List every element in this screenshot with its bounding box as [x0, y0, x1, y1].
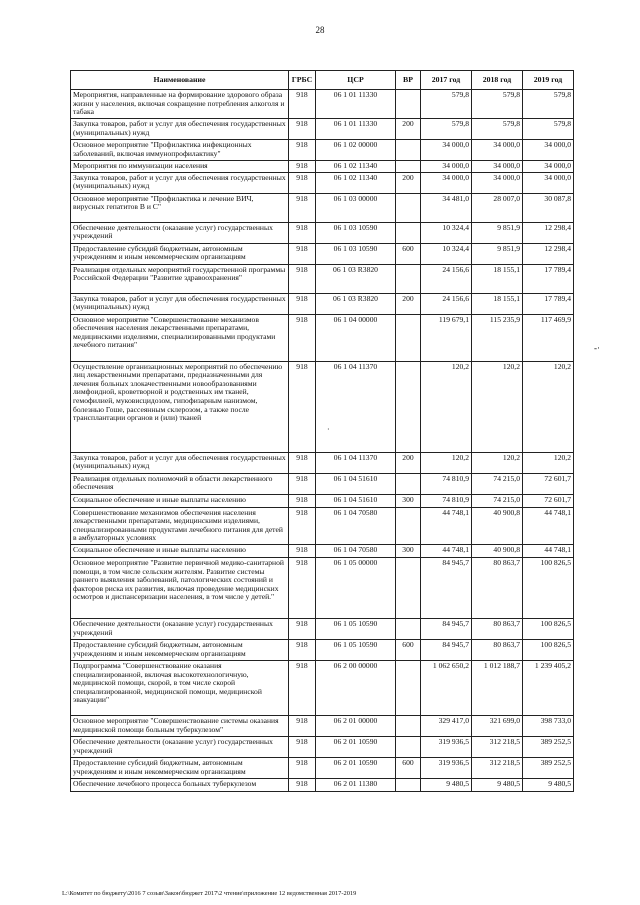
cell-y2019: 34 000,0 — [523, 172, 574, 193]
cell-y2017: 24 156,6 — [421, 264, 472, 293]
cell-name: Обеспечение деятельности (оказание услуг) государственных учреждений — [71, 618, 289, 639]
cell-y2017: 84 945,7 — [421, 639, 472, 660]
cell-vr: 600 — [396, 757, 421, 778]
cell-vr: 300 — [396, 494, 421, 507]
cell-y2017: 34 481,0 — [421, 193, 472, 222]
cell-name: Социальное обеспечение и иные выплаты населению — [71, 544, 289, 557]
table-row — [71, 473, 574, 494]
cell-y2019: 12 298,4 — [523, 243, 574, 264]
cell-y2019: 389 252,5 — [523, 736, 574, 757]
cell-y2017: 34 000,0 — [421, 172, 472, 193]
cell-y2018: 312 218,5 — [472, 757, 523, 778]
cell-grbs: 918 — [289, 140, 316, 161]
cell-name: Социальное обеспечение и иные выплаты населению — [71, 494, 289, 507]
cell-y2018: 40 900,8 — [472, 544, 523, 557]
cell-y2019: 12 298,4 — [523, 222, 574, 243]
cell-csr: 06 1 03 R3820 — [316, 293, 396, 314]
cell-y2018: 9 480,5 — [472, 778, 523, 791]
cell-name: Реализация отдельных полномочий в области лекарственного обеспечения — [71, 473, 289, 494]
cell-y2018: 9 851,9 — [472, 222, 523, 243]
cell-y2017: 84 945,7 — [421, 557, 472, 618]
cell-csr: 06 1 04 51610 — [316, 473, 396, 494]
cell-csr: 06 1 04 70580 — [316, 544, 396, 557]
cell-grbs: 918 — [289, 264, 316, 293]
cell-vr — [396, 361, 421, 452]
cell-grbs: 918 — [289, 736, 316, 757]
cell-vr: 200 — [396, 119, 421, 140]
cell-csr: 06 1 04 70580 — [316, 507, 396, 544]
cell-y2019: 72 601,7 — [523, 494, 574, 507]
cell-y2019: 17 789,4 — [523, 293, 574, 314]
cell-vr — [396, 473, 421, 494]
cell-grbs: 918 — [289, 660, 316, 715]
cell-y2017: 34 000,0 — [421, 161, 472, 173]
cell-name: Предоставление субсидий бюджетным, автономным учреждениям и иным некоммерческим организациям — [71, 639, 289, 660]
cell-csr: 06 1 03 00000 — [316, 193, 396, 222]
cell-y2017: 329 417,0 — [421, 715, 472, 736]
cell-vr: 600 — [396, 243, 421, 264]
cell-grbs: 918 — [289, 452, 316, 473]
table-row — [71, 660, 574, 715]
cell-csr: 06 2 01 00000 — [316, 715, 396, 736]
cell-vr — [396, 736, 421, 757]
cell-y2018: 9 851,9 — [472, 243, 523, 264]
cell-y2019: 117 469,9 — [523, 314, 574, 361]
cell-y2018: 74 215,0 — [472, 473, 523, 494]
table-row — [71, 736, 574, 757]
cell-name: Предоставление субсидий бюджетным, автономным учреждениям и иным некоммерческим организациям — [71, 243, 289, 264]
cell-name: Закупка товаров, работ и услуг для обеспечения государственных (муниципальных) нужд — [71, 452, 289, 473]
cell-y2018: 80 863,7 — [472, 618, 523, 639]
cell-y2018: 1 012 188,7 — [472, 660, 523, 715]
cell-y2018: 312 218,5 — [472, 736, 523, 757]
cell-csr: 06 1 05 10590 — [316, 618, 396, 639]
cell-vr — [396, 222, 421, 243]
cell-y2017: 44 748,1 — [421, 544, 472, 557]
cell-csr: 06 1 02 11340 — [316, 161, 396, 173]
cell-vr — [396, 90, 421, 119]
cell-grbs: 918 — [289, 507, 316, 544]
cell-name: Предоставление субсидий бюджетным, автономным учреждениям и иным некоммерческим организациям — [71, 757, 289, 778]
col-header-grbs: ГРБС — [289, 71, 316, 90]
cell-y2019: 72 601,7 — [523, 473, 574, 494]
table-row — [71, 452, 574, 473]
cell-grbs: 918 — [289, 715, 316, 736]
cell-vr — [396, 557, 421, 618]
table-row — [71, 778, 574, 791]
cell-csr: 06 1 02 11340 — [316, 172, 396, 193]
cell-csr: 06 2 01 11380 — [316, 778, 396, 791]
table-row — [71, 243, 574, 264]
cell-vr — [396, 314, 421, 361]
table-row — [71, 618, 574, 639]
page-number: 28 — [315, 25, 325, 35]
cell-y2019: 30 087,8 — [523, 193, 574, 222]
cell-name: Обеспечение деятельности (оказание услуг) государственных учреждений — [71, 222, 289, 243]
cell-vr — [396, 660, 421, 715]
cell-y2018: 18 155,1 — [472, 264, 523, 293]
cell-y2017: 579,8 — [421, 90, 472, 119]
cell-y2019: 34 000,0 — [523, 140, 574, 161]
margin-dot: · — [327, 425, 330, 434]
cell-csr: 06 1 05 00000 — [316, 557, 396, 618]
cell-y2017: 24 156,6 — [421, 293, 472, 314]
cell-grbs: 918 — [289, 778, 316, 791]
table-row — [71, 293, 574, 314]
cell-csr: 06 1 03 R3820 — [316, 264, 396, 293]
cell-vr — [396, 264, 421, 293]
cell-y2017: 44 748,1 — [421, 507, 472, 544]
cell-grbs: 918 — [289, 639, 316, 660]
cell-vr — [396, 715, 421, 736]
table-row — [71, 361, 574, 452]
col-header-csr: ЦСР — [316, 71, 396, 90]
cell-grbs: 918 — [289, 293, 316, 314]
cell-y2017: 84 945,7 — [421, 618, 472, 639]
cell-y2019: 44 748,1 — [523, 507, 574, 544]
table-row — [71, 264, 574, 293]
cell-csr: 06 2 01 10590 — [316, 757, 396, 778]
cell-name: Основное мероприятие "Совершенствование механизмов обеспечения населения лекарственными препаратами, медицинскими изделиями, специализированными продуктами лечебного питания" — [71, 314, 289, 361]
cell-csr: 06 2 00 00000 — [316, 660, 396, 715]
cell-y2017: 34 000,0 — [421, 140, 472, 161]
cell-grbs: 918 — [289, 314, 316, 361]
cell-grbs: 918 — [289, 222, 316, 243]
cell-name: Основное мероприятие "Профилактика и лечение ВИЧ, вирусных гепатитов В и С" — [71, 193, 289, 222]
cell-grbs: 918 — [289, 172, 316, 193]
cell-vr — [396, 161, 421, 173]
cell-y2019: 579,8 — [523, 90, 574, 119]
footer-file-path: L:\Комитет по бюджету\2016 7 созыв\Закон\бюджет 2017\2 чтение\приложение 12 ведомственная 2017-2019 — [62, 890, 357, 897]
cell-y2018: 34 000,0 — [472, 161, 523, 173]
cell-y2018: 40 900,8 — [472, 507, 523, 544]
cell-csr: 06 2 01 10590 — [316, 736, 396, 757]
cell-y2017: 74 810,9 — [421, 494, 472, 507]
cell-y2017: 10 324,4 — [421, 222, 472, 243]
cell-grbs: 918 — [289, 618, 316, 639]
cell-y2019: 100 826,5 — [523, 557, 574, 618]
cell-y2017: 119 679,1 — [421, 314, 472, 361]
cell-vr: 200 — [396, 172, 421, 193]
cell-vr — [396, 778, 421, 791]
cell-grbs: 918 — [289, 473, 316, 494]
table-row — [71, 494, 574, 507]
cell-y2019: 389 252,5 — [523, 757, 574, 778]
table-row — [71, 193, 574, 222]
cell-name: Подпрограмма "Совершенствование оказания специализированной, включая высокотехнологичную, медицинской помощи, скорой, в том числе скорой специализированной, медицинской помощи, медицинской эвакуации" — [71, 660, 289, 715]
col-header-2019: 2019 год — [523, 71, 574, 90]
cell-name: Совершенствование механизмов обеспечения населения лекарственными препаратами, медицинскими изделиями, специализированными продуктами лечебного питания для детей в амбулаторных условиях — [71, 507, 289, 544]
col-header-name: Наименование — [71, 71, 289, 90]
cell-grbs: 918 — [289, 494, 316, 507]
table-row — [71, 639, 574, 660]
cell-name: Реализация отдельных мероприятий государственной программы Российской Федерации "Развитие здравоохранения" — [71, 264, 289, 293]
cell-y2018: 579,8 — [472, 119, 523, 140]
cell-y2018: 115 235,9 — [472, 314, 523, 361]
cell-csr: 06 1 04 00000 — [316, 314, 396, 361]
cell-y2019: 120,2 — [523, 361, 574, 452]
cell-y2019: 44 748,1 — [523, 544, 574, 557]
table-row — [71, 172, 574, 193]
cell-y2019: 100 826,5 — [523, 618, 574, 639]
cell-y2017: 74 810,9 — [421, 473, 472, 494]
cell-y2018: 28 007,0 — [472, 193, 523, 222]
cell-name: Основное мероприятие "Совершенствование системы оказания медицинской помощи больным туберкулезом" — [71, 715, 289, 736]
cell-y2017: 319 936,5 — [421, 736, 472, 757]
cell-csr: 06 1 03 10590 — [316, 222, 396, 243]
cell-csr: 06 1 01 11330 — [316, 119, 396, 140]
cell-y2018: 321 699,0 — [472, 715, 523, 736]
cell-y2017: 579,8 — [421, 119, 472, 140]
cell-csr: 06 1 02 00000 — [316, 140, 396, 161]
cell-grbs: 918 — [289, 90, 316, 119]
table-row — [71, 161, 574, 173]
cell-y2017: 120,2 — [421, 361, 472, 452]
table-row — [71, 557, 574, 618]
cell-csr: 06 1 04 11370 — [316, 361, 396, 452]
col-header-2018: 2018 год — [472, 71, 523, 90]
cell-name: Закупка товаров, работ и услуг для обеспечения государственных (муниципальных) нужд — [71, 293, 289, 314]
table-row — [71, 507, 574, 544]
margin-mark: -· — [594, 343, 600, 353]
cell-grbs: 918 — [289, 161, 316, 173]
table-row — [71, 119, 574, 140]
cell-y2018: 80 863,7 — [472, 557, 523, 618]
cell-name: Закупка товаров, работ и услуг для обеспечения государственных (муниципальных) нужд — [71, 172, 289, 193]
cell-grbs: 918 — [289, 119, 316, 140]
budget-table — [70, 70, 574, 792]
table-row — [71, 140, 574, 161]
table-row — [71, 314, 574, 361]
cell-y2018: 120,2 — [472, 452, 523, 473]
cell-csr: 06 1 05 10590 — [316, 639, 396, 660]
cell-vr: 300 — [396, 544, 421, 557]
cell-y2017: 9 480,5 — [421, 778, 472, 791]
cell-grbs: 918 — [289, 757, 316, 778]
cell-vr — [396, 618, 421, 639]
cell-csr: 06 1 01 11330 — [316, 90, 396, 119]
table-row — [71, 222, 574, 243]
cell-grbs: 918 — [289, 544, 316, 557]
cell-vr: 200 — [396, 452, 421, 473]
table-row — [71, 90, 574, 119]
cell-y2019: 398 733,0 — [523, 715, 574, 736]
cell-vr — [396, 507, 421, 544]
cell-vr — [396, 140, 421, 161]
cell-name: Закупка товаров, работ и услуг для обеспечения государственных (муниципальных) нужд — [71, 119, 289, 140]
cell-csr: 06 1 04 11370 — [316, 452, 396, 473]
cell-grbs: 918 — [289, 361, 316, 452]
cell-name: Осуществление организационных мероприятий по обеспечению лиц лекарственными препаратами, предназначенными для лечения больных злокачественными новообразованиями лимфоидной, кроветворной и родственных им тканей, гемофилией, муковисцидозом, гипофизарным нанизмом, болезнью Гоше, рассеянным склерозом, а также после трансплантации органов и (или) тканей — [71, 361, 289, 452]
cell-y2019: 17 789,4 — [523, 264, 574, 293]
cell-name: Основное мероприятие "Профилактика инфекционных заболеваний, включая иммунопрофилактику" — [71, 140, 289, 161]
cell-y2018: 120,2 — [472, 361, 523, 452]
cell-y2017: 120,2 — [421, 452, 472, 473]
cell-y2017: 319 936,5 — [421, 757, 472, 778]
table-row — [71, 544, 574, 557]
cell-name: Мероприятия, направленные на формирование здорового образа жизни у населения, включая сокращение потребления алкоголя и табака — [71, 90, 289, 119]
cell-grbs: 918 — [289, 557, 316, 618]
cell-y2019: 1 239 405,2 — [523, 660, 574, 715]
cell-vr: 600 — [396, 639, 421, 660]
cell-csr: 06 1 03 10590 — [316, 243, 396, 264]
cell-name: Обеспечение лечебного процесса больных туберкулезом — [71, 778, 289, 791]
cell-y2018: 80 863,7 — [472, 639, 523, 660]
table-header-row — [71, 71, 574, 90]
cell-grbs: 918 — [289, 193, 316, 222]
cell-y2018: 18 155,1 — [472, 293, 523, 314]
col-header-vr: ВР — [396, 71, 421, 90]
cell-y2019: 100 826,5 — [523, 639, 574, 660]
cell-vr: 200 — [396, 293, 421, 314]
cell-y2019: 9 480,5 — [523, 778, 574, 791]
cell-y2017: 10 324,4 — [421, 243, 472, 264]
col-header-2017: 2017 год — [421, 71, 472, 90]
cell-y2017: 1 062 650,2 — [421, 660, 472, 715]
cell-y2018: 34 000,0 — [472, 140, 523, 161]
cell-name: Обеспечение деятельности (оказание услуг) государственных учреждений — [71, 736, 289, 757]
cell-y2019: 34 000,0 — [523, 161, 574, 173]
cell-name: Основное мероприятие "Развитие первичной медико-санитарной помощи, в том числе сельским жителям. Развитие системы раннего выявления заболеваний, патологических состояний и факторов риска их развития, включая проведение медицинских осмотров и диспансеризации населения, в том числе у детей." — [71, 557, 289, 618]
cell-grbs: 918 — [289, 243, 316, 264]
table-row — [71, 757, 574, 778]
cell-name: Мероприятия по иммунизации населения — [71, 161, 289, 173]
cell-y2018: 579,8 — [472, 90, 523, 119]
cell-y2019: 579,8 — [523, 119, 574, 140]
cell-y2018: 74 215,0 — [472, 494, 523, 507]
cell-y2019: 120,2 — [523, 452, 574, 473]
cell-vr — [396, 193, 421, 222]
table-row — [71, 715, 574, 736]
cell-csr: 06 1 04 51610 — [316, 494, 396, 507]
cell-y2018: 34 000,0 — [472, 172, 523, 193]
